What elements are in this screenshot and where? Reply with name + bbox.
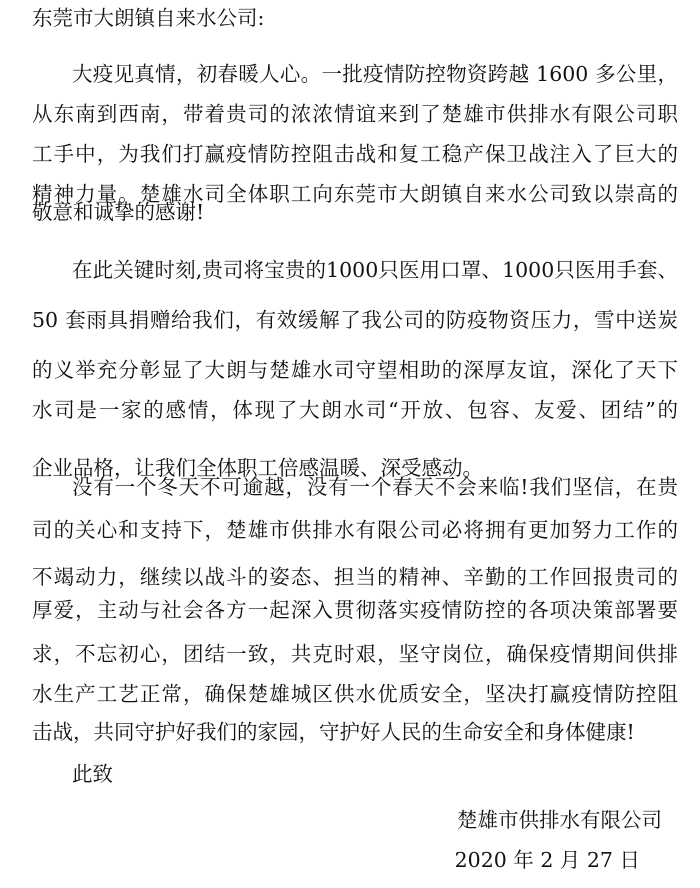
closing: 此致: [72, 762, 113, 786]
paragraph-line: 企业品格，让我们全体职工倍感温暖、深受感动。: [32, 456, 483, 480]
paragraph-line: 没有一个冬天不可逾越，没有一个春天不会来临!我们坚信，在贵: [72, 475, 678, 499]
paragraph-line: 工手中，为我们打赢疫情防控阻击战和复工稳产保卫战注入了巨大的: [32, 142, 678, 166]
paragraph-line: 击战，共同守护好我们的家园，守护好人民的生命安全和身体健康!: [32, 720, 635, 744]
paragraph-line: 的义举充分彰显了大朗与楚雄水司守望相助的深厚友谊，深化了天下: [32, 358, 678, 382]
paragraph-line: 精神力量。楚雄水司全体职工向东莞市大朗镇自来水公司致以崇高的: [32, 182, 678, 206]
paragraph-line: 大疫见真情，初春暖人心。一批疫情防控物资跨越 1600 多公里，: [72, 62, 678, 86]
paragraph-line: 司的关心和支持下，楚雄市供排水有限公司必将拥有更加努力工作的: [32, 518, 678, 542]
signature: 楚雄市供排水有限公司: [457, 808, 662, 832]
paragraph-line: 厚爱，主动与社会各方一起深入贯彻落实疫情防控的各项决策部署要: [32, 598, 678, 622]
salutation: 东莞市大朗镇自来水公司:: [32, 6, 265, 30]
paragraph-line: 水生产工艺正常，确保楚雄城区供水优质安全，坚决打赢疫情防控阻: [32, 682, 678, 706]
paragraph-line: 敬意和诚挚的感谢!: [32, 200, 205, 224]
paragraph-line: 从东南到西南，带着贵司的浓浓情谊来到了楚雄市供排水有限公司职: [32, 102, 678, 126]
paragraph-line: 不竭动力，继续以战斗的姿态、担当的精神、辛勤的工作回报贵司的: [32, 565, 678, 589]
paragraph-line: 水司是一家的感情，体现了大朗水司“开放、包容、友爱、团结”的: [32, 398, 678, 422]
paragraph-line: 50 套雨具捐赠给我们，有效缓解了我公司的防疫物资压力，雪中送炭: [32, 308, 678, 332]
paragraph-line: 在此关键时刻,贵司将宝贵的1000只医用口罩、1000只医用手套、: [72, 258, 678, 282]
date: 2020 年 2 月 27 日: [454, 848, 640, 872]
paragraph-line: 求，不忘初心，团结一致，共克时艰，坚守岗位，确保疫情期间供排: [32, 642, 678, 666]
